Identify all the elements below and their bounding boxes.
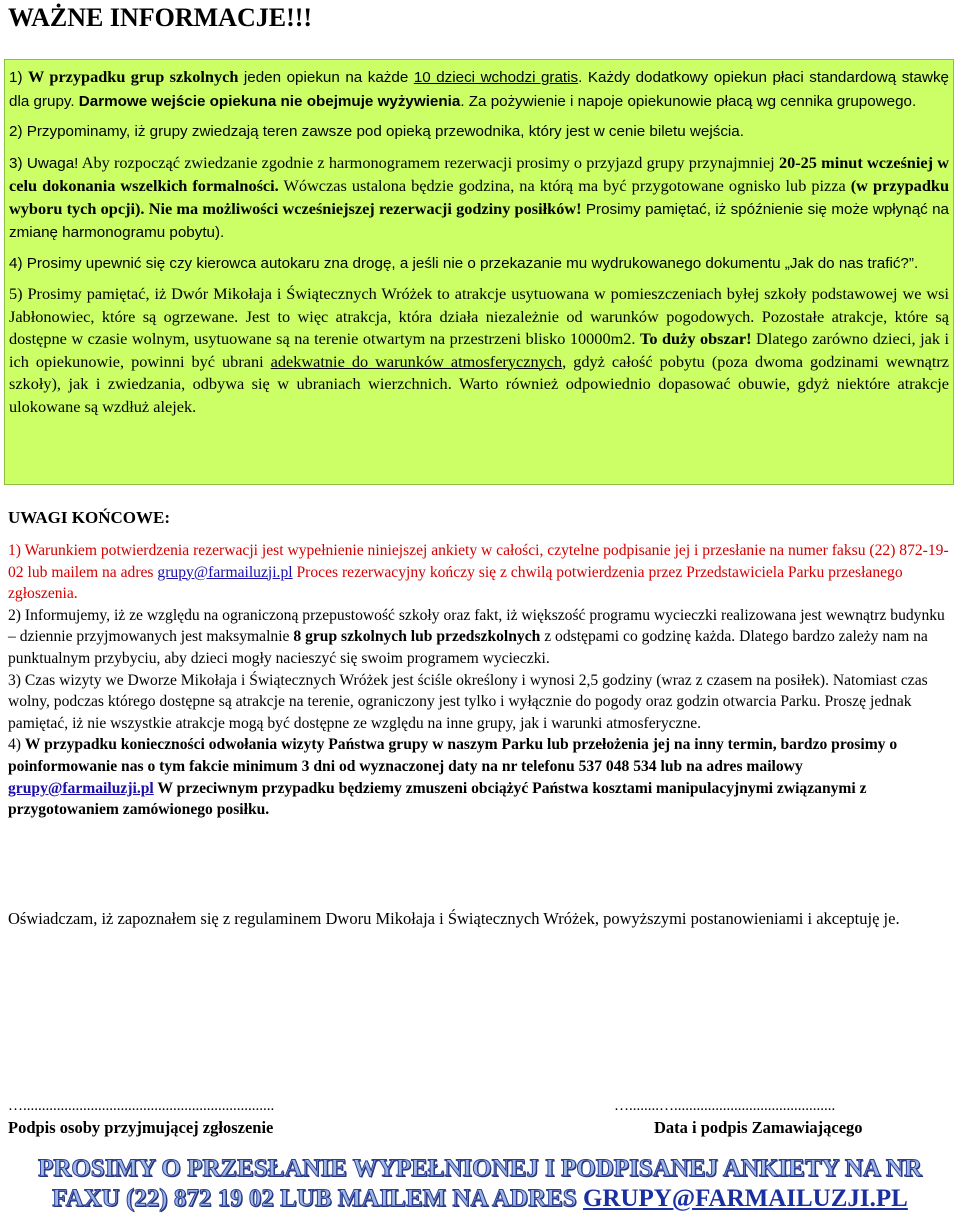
free-entry-underline: 10 dzieci wchodzi gratis	[413, 69, 579, 86]
note-1: 1) Warunkiem potwierdzenia rezerwacji jest wypełnienie niniejszej ankiety w całości, czytelne podpisanie jej i przesłanie na numer faksu (22) 872-19-02 lub mailem na adres grupy@farmailuzji.pl Proces rezerwacyjny kończy się z chwilą potwierdzenia przez Przedstawiciela Parku przesłanego zgłoszenia.	[8, 542, 949, 603]
footer-banner	[0, 1154, 960, 1214]
acceptance-statement: Oświadczam, iż zapoznałem się z regulaminem Dworu Mikołaja i Świątecznych Wróżek, powyższymi postanowieniami i akceptuję je.	[8, 909, 900, 928]
info-paragraph-3: 3) Uwaga! Aby rozpocząć zwiedzanie zgodnie z harmonogramem rezerwacji prosimy o przyjazd grupy przynajmniej 20-25 minut wcześniej w celu dokonania wszelkich formalności. Wówczas ustalona będzie godzina, na którą ma być przygotowane ognisko lub pizza (w przypadku wyboru tych opcji). Nie ma możliwości wcześniejszej rezerwacji godziny posiłków! Prosimy pamiętać, iż spóźnienie się może wpłynąć na zmianę harmonogramu pobytu).	[9, 152, 949, 241]
email-link[interactable]: grupy@farmailuzji.pl	[157, 563, 293, 581]
customer-date-signature-label: Data i podpis Zamawiającego	[654, 1118, 863, 1137]
signature-line-left: …...................................................................	[8, 1098, 275, 1114]
email-link[interactable]: grupy@farmailuzji.pl	[8, 779, 154, 797]
info-paragraph-5: 5) Prosimy pamiętać, iż Dwór Mikołaja i Świątecznych Wróżek to atrakcje usytuowana w pomieszczeniach byłej szkoły podstawowej we wsi Jabłonowiec, które są ogrzewane. Jest to więc atrakcja, która działa niezależnie od warunków pogodowych. Pozostałe atrakcje, które są dostępne w czasie wolnym, usytuowane są na terenie otwartym na przestrzeni blisko 10000m2. To duży obszar! Dlatego zarówno dzieci, jak i ich opiekunowie, powinni być ubrani adekwatnie do warunków atmosferycznych, gdyż całość pobytu (poza dwoma godzinami wewnątrz szkoły), jak i zwiedzania, odbywa się w ubraniach wierzchnich. Warto również odpowiednio dopasować obuwie, gdyż niektóre atrakcje ulokowane są wzdłuż alejek.	[9, 284, 950, 416]
final-notes	[8, 540, 952, 821]
no-early-meal-booking-emphasis: Nie ma możliwości wcześniejszej rezerwacji godziny posiłków!	[148, 198, 582, 218]
info-paragraph-4: 4) Prosimy upewnić się czy kierowca autokaru zna drogę, a jeśli nie o przekazanie mu wydrukowanego dokumentu „Jak do nas trafić?”.	[9, 254, 919, 272]
weather-clothing-underline: adekwatnie do warunków atmosferycznych	[270, 351, 563, 371]
signature-line-right: …........…...........................................	[614, 1098, 836, 1114]
note-3: 3) Czas wizyty we Dworze Mikołaja i Świątecznych Wróżek jest ściśle określony i wynosi 2,5 godziny (wraz z czasem na posiłek). Natomiast czas wolny, podczas którego dostępne są atrakcje na terenie, ograniczony jest tylko i wyłącznie do pogody oraz godzin otwarcia Parku. Proszę jednak pamiętać, iż nie wszystkie atrakcje mogą być dostępne ze względu na inne grupy, jak i warunki atmosferyczne.	[8, 671, 928, 732]
important-info-box	[4, 59, 954, 485]
note-4: 4) W przypadku konieczności odwołania wizyty Państwa grupy w naszym Parku lub przełożenia jej na inny termin, bardzo prosimy o poinformowanie nas o tym fakcie minimum 3 dni od wyznaczonej daty na nr telefonu 537 048 534 lub na adres mailowy grupy@farmailuzji.pl W przeciwnym przypadku będziemy zmuszeni obciążyć Państwa kosztami manipulacyjnymi związanymi z przygotowaniem zamówionego posiłku.	[8, 736, 898, 819]
info-paragraph-2: 2) Przypominamy, iż grupy zwiedzają teren zawsze pod opieką przewodnika, który jest w cenie biletu wejścia.	[9, 123, 744, 140]
school-groups-emphasis: W przypadku grup szkolnych	[28, 67, 239, 86]
note-2: 2) Informujemy, iż ze względu na ograniczoną przepustowość szkoły oraz fakt, iż większość programu wycieczki realizowana jest wewnątrz budynku – dziennie przyjmowanych jest maksymalnie 8 grup szkolnych lub przedszkolnych z odstępami co godzinę każda. Dlatego bardzo zależy nam na punktualnym przybyciu, aby dzieci mogły nacieszyć się swoim programem wycieczki.	[8, 606, 945, 667]
arrival-time-emphasis: 20-25 minut wcześniej w celu dokonania wszelkich formalności.	[9, 152, 949, 195]
receiver-signature-label: Podpis osoby przyjmującej zgłoszenie	[8, 1118, 274, 1137]
info-paragraph-1: 1) W przypadku grup szkolnych jeden opiekun na każde 10 dzieci wchodzi gratis. Każdy dodatkowy opiekun płaci standardową stawkę dla grupy. Darmowe wejście opiekuna nie obejmuje wyżywienia. Za pożywienie i napoje opiekunowie płacą wg cennika grupowego.	[9, 67, 949, 110]
page-title: WAŻNE INFORMACJE!!!	[8, 3, 313, 32]
final-notes-heading: UWAGI KOŃCOWE:	[8, 508, 170, 527]
footer-email-link[interactable]: GRUPY@FARMAILUZJI.PL	[582, 1185, 908, 1212]
meals-not-included-emphasis: Darmowe wejście opiekuna nie obejmuje wyżywienia	[78, 92, 461, 110]
footer-line-1: PROSIMY O PRZESŁANIE WYPEŁNIONEJ I PODPISANEJ ANKIETY NA NR	[38, 1155, 922, 1182]
footer-line-2: FAXU (22) 872 19 02 LUB MAILEM NA ADRES GRUPY@FARMAILUZJI.PL	[52, 1185, 908, 1212]
